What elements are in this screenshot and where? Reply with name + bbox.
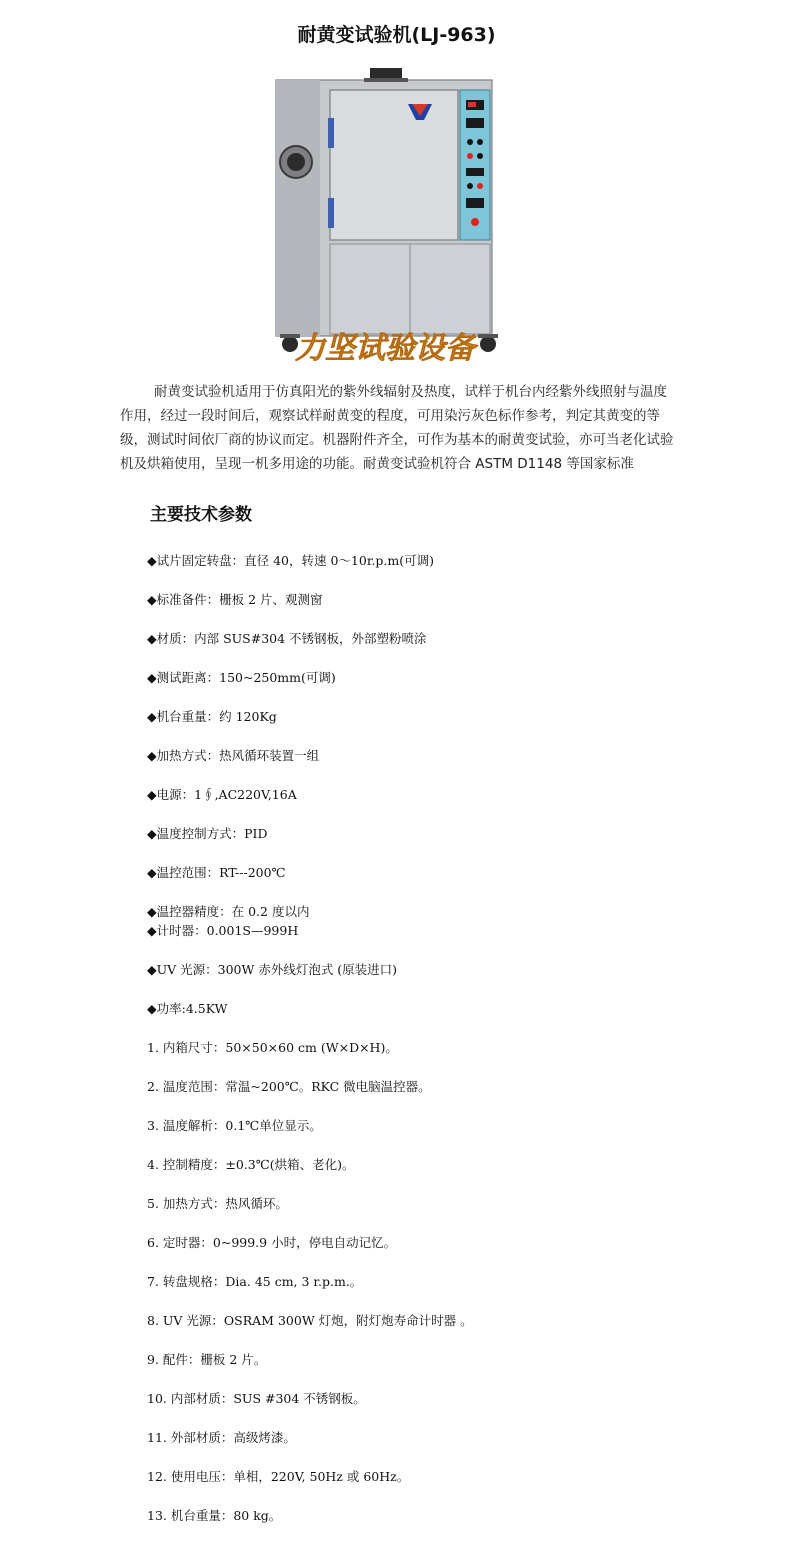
- spec-item: 5. 加热方式：热风循环。: [147, 1196, 288, 1211]
- spec-item: ◆温控范围：RT---200℃: [147, 865, 286, 880]
- product-photo: [260, 58, 510, 368]
- spec-item: 1. 内箱尺寸：50×50×60 cm (W×D×H)。: [147, 1040, 398, 1055]
- spec-item: 11. 外部材质：高级烤漆。: [147, 1430, 296, 1445]
- spec-item: ◆测试距离：150~250mm(可调): [147, 670, 336, 685]
- page-title: 耐黄变试验机(LJ-963): [297, 24, 496, 46]
- spec-item: ◆功率:4.5KW: [147, 1001, 228, 1016]
- spec-item: 7. 转盘规格：Dia. 45 cm, 3 r.p.m.。: [147, 1274, 363, 1289]
- spec-item: ◆电源：1∮,AC220V,16A: [147, 787, 297, 802]
- control-panel: [460, 90, 490, 240]
- spec-item: ◆温度控制方式：PID: [147, 826, 268, 841]
- spec-item: ◆材质：内部 SUS#304 不锈钢板，外部塑粉喷涂: [147, 631, 427, 646]
- spec-item: 9. 配件：栅板 2 片。: [147, 1352, 267, 1367]
- spec-item: 6. 定时器：0~999.9 小时，停电自动记忆。: [147, 1235, 397, 1250]
- spec-item: ◆标准备件：栅板 2 片、观测窗: [147, 592, 323, 607]
- spec-item: ◆机台重量：约 120Kg: [147, 709, 277, 724]
- spec-item: ◆计时器：0.001S—999H: [147, 923, 299, 938]
- spec-item: 2. 温度范围：常温~200℃。RKC 微电脑温控器。: [147, 1079, 431, 1094]
- spec-item: ◆加热方式：热风循环装置一组: [147, 748, 320, 763]
- spec-item: 3. 温度解析：0.1℃单位显示。: [147, 1118, 322, 1133]
- section-title: 主要技术参数: [150, 505, 252, 525]
- watermark: 力坚试验设备: [295, 331, 475, 366]
- spec-item: 13. 机台重量：80 kg。: [147, 1508, 282, 1523]
- spec-item: 8. UV 光源：OSRAM 300W 灯炮，附灯炮寿命计时器 。: [147, 1313, 473, 1328]
- spec-item: 12. 使用电压：单相，220V, 50Hz 或 60Hz。: [147, 1469, 410, 1484]
- spec-item: ◆UV 光源：300W 赤外线灯泡式 (原装进口): [147, 962, 398, 977]
- intro-paragraph: 耐黄变试验机适用于仿真阳光的紫外线辐射及热度，试样于机台内经紫外线照射与温度作用，经过一段时间后，观察试样耐黄变的程度，可用染污灰色标作参考，判定其黄变的等级，测试时间依厂商的协议而定。机器附件齐全，可作为基本的耐黄变试验，亦可当老化试验机及烘箱使用，呈现一机多用途的功能。耐黄变试验机符合 ASTM D1148 等国家标准: [120, 384, 674, 472]
- spec-item: 10. 内部材质：SUS #304 不锈钢板。: [147, 1391, 366, 1406]
- spec-item: ◆温控器精度：在 0.2 度以内: [147, 904, 310, 919]
- spec-item: ◆试片固定转盘：直径 40，转速 0～10r.p.m(可调): [147, 553, 434, 568]
- spec-item: 4. 控制精度：±0.3℃(烘箱、老化)。: [147, 1157, 355, 1172]
